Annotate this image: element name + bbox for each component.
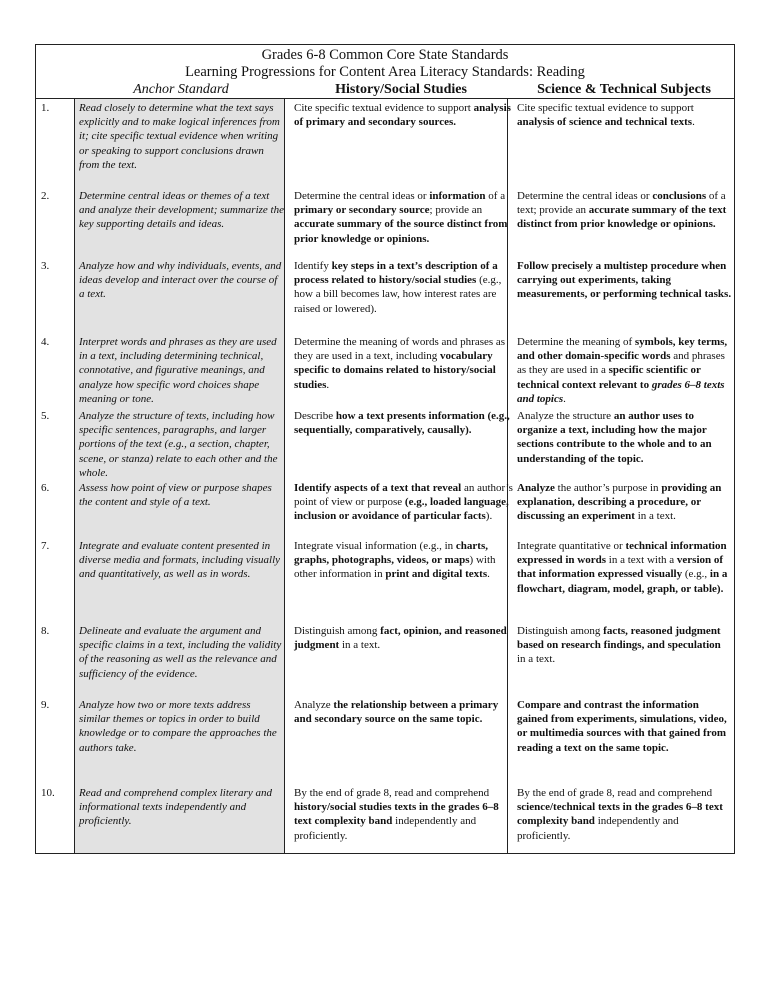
history-standard-text	[294, 698, 514, 726]
science-standard-text	[517, 189, 732, 232]
anchor-standard-text: Read and comprehend complex literary and informational texts independently and proficiently.	[79, 787, 272, 828]
text-run: vocabulary specific to domains related to history/social studies	[294, 350, 496, 391]
anchor-standard-text: Interpret words and phrases as they are used in a text, including determining technical, connotative, and figurative meanings, and analyze how specific word choices shape meaning or tone.	[79, 336, 277, 405]
row-number: 10.	[41, 787, 55, 799]
text-run: analysis of science and technical texts	[517, 116, 693, 129]
text-run: (e.g.,	[682, 568, 710, 581]
row-number: 1.	[41, 102, 50, 114]
text-run: the relationship between a primary and secondary source on the same topic.	[294, 699, 499, 726]
text-run: in a text.	[339, 639, 381, 652]
text-run: Determine the central ideas or	[294, 190, 430, 202]
text-run: science/technical texts in the grades 6–8 text complexity band	[517, 801, 723, 828]
text-run: of a text; provide an	[517, 190, 726, 217]
anchor-standard-text: Delineate and evaluate the argument and specific claims in a text, including the validity of the reasoning as well as the relevance and sufficiency of the evidence.	[79, 625, 282, 680]
standards-table	[35, 44, 735, 854]
history-standard-text	[294, 335, 514, 392]
text-run: in a text.	[634, 510, 676, 523]
row-number: 6.	[41, 482, 50, 494]
text-run: Analyze	[517, 482, 555, 494]
text-run: an author’s point of view or purpose	[294, 482, 513, 509]
science-standard-text	[517, 259, 732, 302]
history-standard-text	[294, 259, 514, 316]
anchor-standard-text: Analyze how two or more texts address similar themes or topics in order to build knowledge or to compare the approaches the authors take.	[79, 699, 277, 754]
text-run: specific scientific or technical context relevant to	[517, 364, 701, 391]
history-standard-text	[294, 539, 514, 582]
anchor-standard-text: Integrate and evaluate content presented in diverse media and formats, including visually and quantitatively, as well as in words.	[79, 540, 281, 581]
text-run: print and digital texts	[385, 568, 488, 581]
row-number: 8.	[41, 625, 50, 637]
text-run: Describe	[294, 410, 336, 422]
text-run: Determine the central ideas or	[517, 190, 653, 202]
anchor-standard-text: Analyze how and why individuals, events, and ideas develop and interact over the course of a text.	[79, 260, 282, 301]
row-number: 7.	[41, 540, 50, 552]
column-header-science: Science & Technical Subjects	[537, 82, 711, 97]
text-run: Compare and contrast the information gained from experiments, simulations, video, or multimedia sources with that gained from reading a text on the same topic.	[517, 699, 727, 754]
row-number: 9.	[41, 699, 50, 711]
text-run: conclusions	[652, 190, 707, 202]
anchor-standard-text: Read closely to determine what the text says explicitly and to make logical inferences from it; cite specific textual evidence when writing or speaking to support conclusions drawn from the text.	[79, 102, 280, 171]
text-run: Identify aspects of a text that reveal	[294, 482, 462, 494]
history-standard-text	[294, 101, 514, 129]
text-run: accurate summary of the text distinct from prior knowledge or opinions.	[517, 204, 727, 231]
column-header-anchor: Anchor Standard	[133, 82, 229, 97]
science-standard-text	[517, 101, 732, 129]
text-run: in a text.	[517, 653, 556, 666]
text-run: key steps in a text’s description of a process related to history/social studies	[294, 260, 498, 287]
row-number: 2.	[41, 190, 50, 202]
text-run: Follow precisely a multistep procedure when carrying out experiments, taking measurements, or performing technical tasks.	[517, 260, 732, 301]
text-run: grades 6–8 texts and topics	[517, 378, 725, 405]
history-standard-text	[294, 624, 514, 652]
column-divider	[74, 98, 75, 853]
text-run: By the end of grade 8, read and comprehend	[517, 787, 713, 799]
text-run: facts, reasoned judgment based on research findings, and speculation	[517, 625, 721, 652]
row-number: 5.	[41, 410, 50, 422]
history-standard-text	[294, 189, 514, 246]
text-run: ) with other information in	[294, 554, 496, 581]
text-run: Cite specific textual evidence to support	[517, 102, 694, 114]
text-run: analysis of primary and secondary sources.	[294, 102, 511, 129]
text-run: version of that information expressed visually	[517, 554, 724, 581]
text-run: Integrate quantitative or	[517, 540, 626, 552]
text-run: (e.g., how a bill becomes law, how interest rates are raised or lowered).	[294, 274, 502, 315]
text-run: accurate summary of the source distinct from prior knowledge or opinions.	[294, 218, 508, 245]
text-run: technical information expressed in words	[517, 540, 727, 567]
text-run: .	[692, 116, 695, 129]
text-run: providing an explanation, describing a procedure, or discussing an experiment	[517, 482, 722, 523]
history-standard-text	[294, 409, 514, 437]
text-run: ; provide an	[429, 204, 483, 217]
text-run: Analyze	[294, 699, 334, 711]
document-subtitle: Learning Progressions for Content Area Literacy Standards: Reading	[185, 64, 585, 80]
text-run: By the end of grade 8, read and comprehend	[294, 787, 490, 799]
text-run: how a text presents information (e.g., sequentially, comparatively, causally).	[294, 410, 510, 437]
history-standard-text	[294, 481, 514, 524]
text-run: of a	[485, 190, 506, 202]
text-run: .	[487, 568, 490, 581]
text-run: charts, graphs, photographs, videos, or maps	[294, 540, 488, 567]
text-run: (e.g., loaded language, inclusion or avoidance of particular facts	[294, 496, 509, 523]
history-standard-text	[294, 786, 514, 843]
text-run: .	[326, 378, 330, 391]
text-run: in a text with a	[606, 554, 677, 567]
science-standard-text	[517, 409, 732, 466]
text-run: Distinguish among	[517, 625, 604, 637]
document-title: Grades 6-8 Common Core State Standards	[261, 47, 509, 63]
text-run: an author uses to organize a text, including how the major sections contribute to the whole and to an understanding of the topic.	[517, 410, 712, 465]
text-run: in a flowchart, diagram, model, graph, or table).	[517, 568, 728, 595]
text-run: Determine the meaning of words and phrases as they are used in a text, including	[294, 336, 506, 363]
anchor-standard-text: Analyze the structure of texts, including how specific sentences, paragraphs, and larger portions of the text (e.g., a section, chapter, scene, or stanza) relate to each other and the whole.	[79, 410, 278, 479]
science-standard-text	[517, 624, 732, 667]
text-run: and phrases as they are used in a	[517, 350, 725, 377]
row-number: 4.	[41, 336, 50, 348]
anchor-standard-text: Determine central ideas or themes of a text and analyze their development; summarize the key supporting details and ideas.	[79, 190, 284, 231]
text-run: Distinguish among	[294, 625, 381, 637]
text-run: ).	[485, 510, 493, 523]
text-run: Determine the meaning of	[517, 336, 635, 348]
text-run: fact, opinion, and reasoned judgment	[294, 625, 507, 652]
text-run: .	[563, 392, 566, 405]
text-run: primary or secondary source	[294, 204, 430, 217]
science-standard-text	[517, 698, 732, 755]
anchor-standard-text: Assess how point of view or purpose shapes the content and style of a text.	[79, 482, 272, 509]
text-run: Cite specific textual evidence to support	[294, 102, 474, 114]
column-header-history: History/Social Studies	[335, 82, 467, 97]
text-run: symbols, key terms, and other domain-specific words	[517, 336, 728, 363]
text-run: Analyze the structure	[517, 410, 614, 422]
text-run: the author’s purpose in	[554, 482, 662, 494]
science-standard-text	[517, 481, 732, 524]
text-run: independently and proficiently.	[517, 815, 679, 842]
science-standard-text	[517, 335, 732, 406]
row-number: 3.	[41, 260, 50, 272]
header-divider	[36, 98, 734, 99]
science-standard-text	[517, 786, 732, 843]
column-divider	[284, 98, 285, 853]
text-run: information	[429, 190, 486, 202]
text-run: independently and proficiently.	[294, 815, 477, 842]
text-run: Integrate visual information (e.g., in	[294, 540, 456, 552]
text-run: Identify	[294, 260, 332, 272]
science-standard-text	[517, 539, 732, 596]
text-run: history/social studies texts in the grades 6–8 text complexity band	[294, 801, 499, 828]
